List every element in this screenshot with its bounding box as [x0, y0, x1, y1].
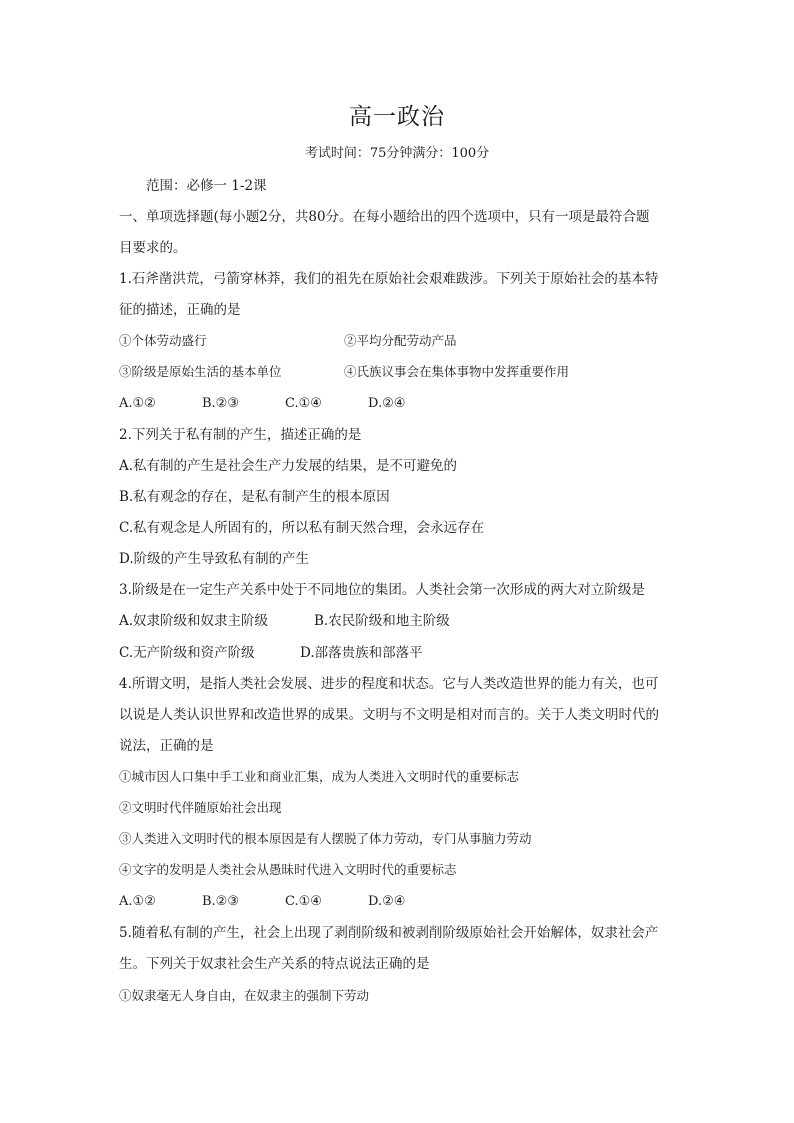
page-title: 高一政治	[349, 104, 445, 130]
q4-item2: ②文明时代伴随原始社会出现	[119, 800, 282, 815]
q2-option-c: C.私有观念是人所固有的，所以私有制天然合理，会永远存在	[119, 520, 485, 536]
q3-option-c: C.无产阶级和资产阶级	[119, 645, 255, 661]
q1-option-a: A.①②	[119, 396, 156, 411]
q1-item1: ①个体劳动盛行	[119, 333, 207, 348]
q1-item2: ②平均分配劳动产品	[344, 333, 457, 348]
q4-stem-line2: 以说是人类认识世界和改造世界的成果。文明与不文明是相对而言的。关于人类文明时代的	[119, 707, 659, 723]
q2-option-b: B.私有观念的存在，是私有制产生的根本原因	[119, 489, 390, 505]
q2-stem: 2.下列关于私有制的产生，描述正确的是	[119, 427, 362, 443]
q4-option-d: D.②④	[368, 894, 406, 909]
q5-stem-line1: 5.随着私有制的产生，社会上出现了剥削阶级和被剥削阶级原始社会开始解体，奴隶社会产	[119, 925, 659, 941]
q3-option-b: B.农民阶级和地主阶级	[314, 613, 450, 629]
q1-option-b: B.②③	[202, 396, 239, 411]
q4-item1: ①城市因人口集中手工业和商业汇集，成为人类进入文明时代的重要标志	[119, 769, 520, 784]
section1-heading-line2: 目要求的。	[119, 240, 187, 256]
q4-stem-line1: 4.所谓文明，是指人类社会发展、进步的程度和状态。它与人类改造世界的能力有关，也可	[119, 676, 659, 692]
q1-stem-line2: 征的描述，正确的是	[119, 302, 241, 318]
q4-option-c: C.①④	[285, 894, 322, 909]
q4-option-a: A.①②	[119, 894, 156, 909]
exam-info: 考试时间：75分钟满分：100分	[304, 146, 490, 161]
section1-heading-line1: 一、单项选择题(每小题2分，共80分。在每小题给出的四个选项中，只有一项是最符合题	[119, 209, 650, 225]
q2-option-d: D.阶级的产生导致私有制的产生	[119, 551, 310, 567]
q3-option-d: D.部落贵族和部落平	[300, 645, 423, 661]
q4-option-b: B.②③	[202, 894, 239, 909]
q2-option-a: A.私有制的产生是社会生产力发展的结果，是不可避免的	[119, 458, 458, 474]
q1-option-d: D.②④	[368, 396, 406, 411]
q1-item3: ③阶级是原始生活的基本单位	[119, 364, 282, 379]
q1-item4: ④氏族议事会在集体事物中发挥重要作用	[344, 364, 570, 379]
q4-item4: ④文字的发明是人类社会从愚昧时代进入文明时代的重要标志	[119, 862, 457, 877]
q4-item3: ③人类进入文明时代的根本原因是有人摆脱了体力劳动，专门从事脑力劳动	[119, 831, 532, 846]
q4-stem-line3: 说法，正确的是	[119, 738, 214, 754]
q3-stem: 3.阶级是在一定生产关系中处于不同地位的集团。人类社会第一次形成的两大对立阶级是	[119, 582, 645, 598]
q3-option-a: A.奴隶阶级和奴隶主阶级	[119, 613, 269, 629]
scope-text: 范围：必修一 1-2课	[146, 178, 267, 194]
q5-stem-line2: 生。下列关于奴隶社会生产关系的特点说法正确的是	[119, 956, 430, 972]
q1-option-c: C.①④	[285, 396, 322, 411]
q1-stem-line1: 1.石斧凿洪荒，弓箭穿林莽，我们的祖先在原始社会艰难跋涉。下列关于原始社会的基本特	[119, 271, 659, 287]
q5-item1: ①奴隶毫无人身自由，在奴隶主的强制下劳动	[119, 988, 370, 1003]
